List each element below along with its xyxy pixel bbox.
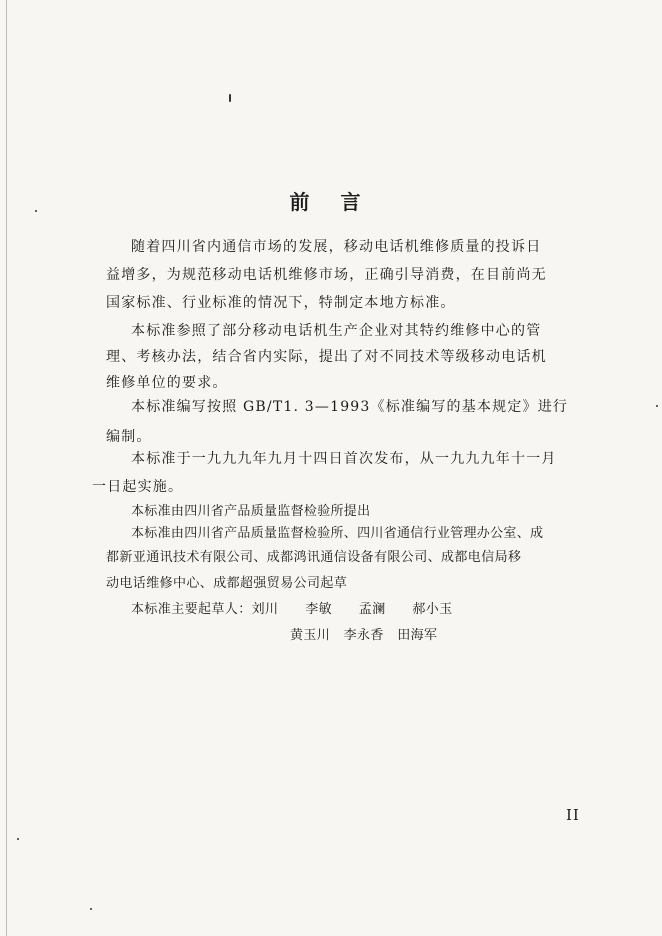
scan-speck (656, 405, 658, 407)
body-line-10: 一日起实施。 (92, 479, 184, 495)
body-line-2: 益增多，为规范移动电话机维修市场，正确引导消费，在目前尚无 (106, 267, 547, 283)
body-line-11: 本标准由四川省产品质量监督检验所提出 (131, 504, 371, 519)
scan-speck (35, 210, 37, 212)
body-line-13: 都新亚通讯技术有限公司、成都鸿讯通信设备有限公司、成都电信局移 (106, 550, 522, 565)
scan-edge-line (6, 0, 7, 936)
body-line-3: 国家标准、行业标准的情况下，特制定本地方标准。 (106, 295, 456, 311)
body-line-7: 本标准编写按照 GB/T1. 3—1993《标准编写的基本规定》进行 (131, 399, 569, 415)
body-line-4: 本标准参照了部分移动电话机生产企业对其特约维修中心的管 (131, 323, 542, 339)
scan-speck (229, 94, 231, 102)
body-line-1: 随着四川省内通信市场的发展，移动电话机维修质量的投诉日 (131, 239, 542, 255)
scan-speck (17, 838, 19, 840)
section-title: 前 言 (289, 190, 373, 214)
body-line-12: 本标准由四川省产品质量监督检验所、四川省通信行业管理办公室、成 (131, 526, 544, 541)
body-line-5: 理、考核办法，结合省内实际，提出了对不同技术等级移动电话机 (106, 349, 547, 365)
body-line-14: 动电话维修中心、成都超强贸易公司起草 (106, 576, 348, 591)
drafters-line-2: 黄玉川 李永香 田海军 (290, 628, 438, 643)
drafters-line-1: 本标准主要起草人：刘川 李敏 孟澜 郝小玉 (131, 602, 453, 617)
body-line-6: 维修单位的要求。 (106, 375, 228, 391)
scan-speck (90, 908, 92, 910)
body-line-8: 编制。 (106, 429, 152, 445)
page-number: II (566, 806, 580, 824)
body-line-9: 本标准于一九九九年九月十四日首次发布，从一九九九年十一月 (131, 451, 557, 467)
